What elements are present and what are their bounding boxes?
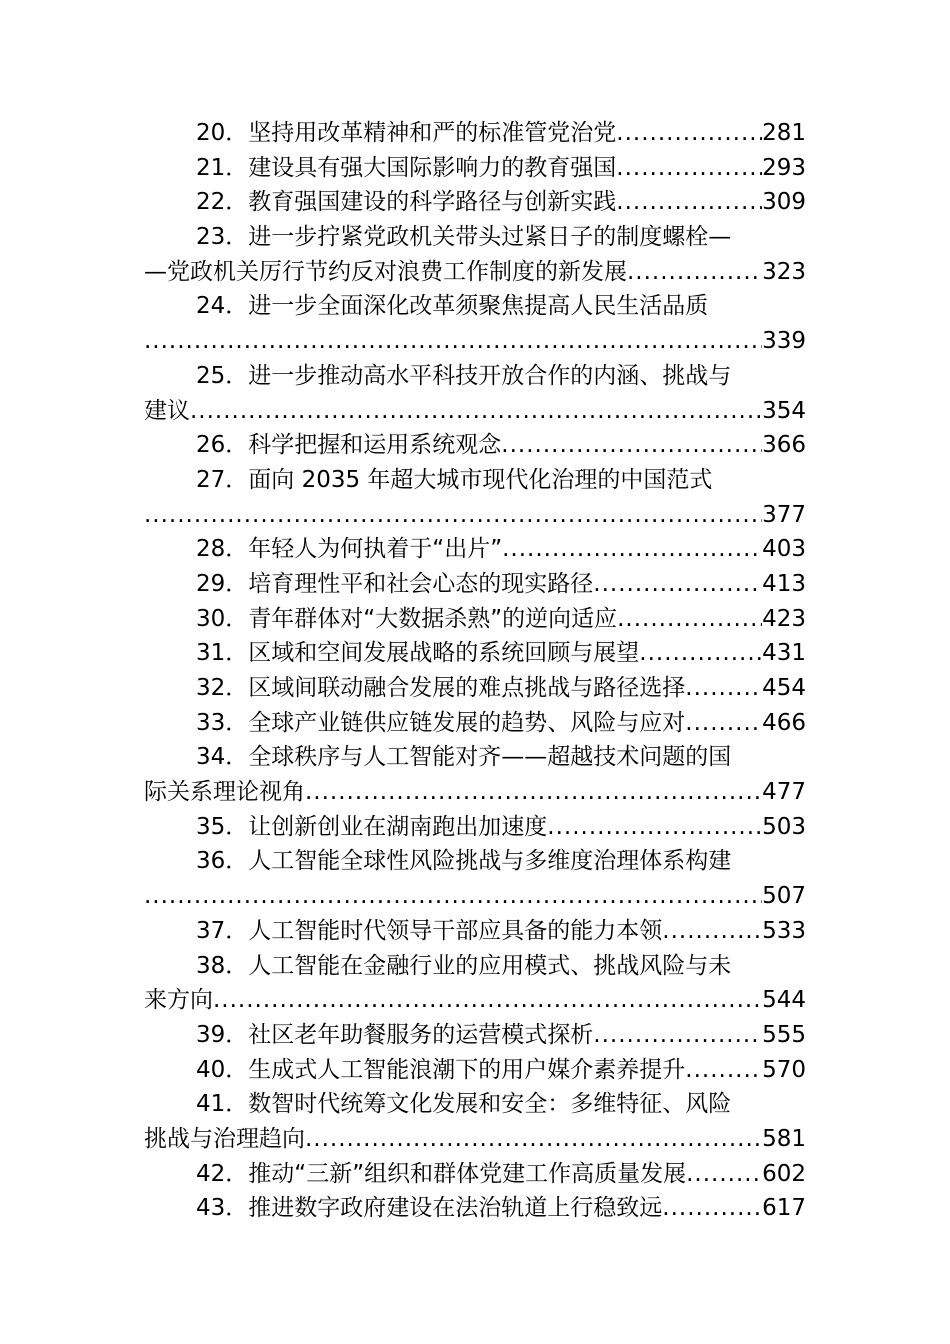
toc-entry-title: 全球秩序与人工智能对齐——超越技术问题的国 [248,744,732,771]
toc-entry-number: 32． [196,675,249,701]
toc-line [144,914,806,949]
toc-entry-title: 人工智能全球性风险挑战与多维度治理体系构建 [248,848,732,875]
toc-entry-number: 28． [196,536,249,563]
toc-leader-dots [501,428,762,463]
toc-line [144,151,806,186]
toc-line [144,671,806,706]
toc-page-number: 602 [762,1160,806,1187]
toc-leader-dots [593,567,762,602]
toc-leader-dots [627,255,762,290]
toc-leader-dots [685,671,762,706]
toc-entry-title: 数智时代统筹文化发展和安全：多维特征、风险 [248,1091,732,1118]
toc-entry [144,1018,806,1053]
toc-entry-number: 22． [196,189,249,216]
toc-leader-dots [685,706,762,741]
toc-leader-dots [593,1018,762,1053]
toc-entry-title: 让创新创业在湖南跑出加速度 [248,813,548,840]
toc-entry [144,602,806,637]
toc-page-number: 293 [762,154,806,181]
toc-page-number: 507 [762,883,806,910]
toc-leader-dots [686,1157,762,1192]
toc-entry-number: 39． [196,1021,249,1048]
toc-entry [144,359,806,428]
toc-entry [144,949,806,1018]
toc-line [144,810,806,845]
toc-leader-dots [213,983,762,1018]
toc-entry-title: 人工智能在金融行业的应用模式、挑战风险与未 [248,952,732,979]
toc-entry-title: 来方向 [144,987,213,1014]
toc-line [144,498,806,533]
toc-page-number: 617 [762,1195,806,1222]
toc-entry-title: 教育强国建设的科学路径与创新实践 [248,189,617,216]
toc-entry-title: 挑战与治理趋向 [144,1125,305,1152]
toc-entry [144,914,806,949]
toc-entry-title: 社区老年助餐服务的运营模式探析 [248,1021,594,1048]
toc-entry [144,1053,806,1088]
toc-line [144,324,806,359]
toc-leader-dots [616,151,762,186]
toc-entry [144,567,806,602]
toc-entry [144,185,806,220]
toc-line [144,879,806,914]
toc-entry-number: 24． [196,293,249,320]
toc-entry-title: 面向 2035 年超大城市现代化治理的中国范式 [248,466,713,493]
toc-line [144,394,806,429]
toc-line [144,1157,806,1192]
toc-entry-number: 30． [196,605,249,632]
toc-entry [144,532,806,567]
toc-entry-number: 29． [196,570,249,597]
toc-entry [144,740,806,809]
toc-entry [144,1157,806,1192]
toc-line [144,428,806,463]
toc-line [144,532,806,567]
toc-leader-dots [144,498,762,533]
toc-entry [144,220,806,289]
toc-entry-number: 38． [196,952,249,979]
toc-entry-number: 40． [196,1056,249,1083]
toc-entry-title: 人工智能时代领导干部应具备的能力本领 [248,917,663,944]
toc-entry-title: 建设具有强大国际影响力的教育强国 [248,154,617,181]
toc-page-number: 323 [762,258,806,285]
toc-leader-dots [144,879,762,914]
toc-page-number: 339 [762,328,806,355]
toc-entry-title: 推进数字政府建设在法治轨道上行稳致远 [248,1195,663,1222]
toc-line [144,1087,806,1122]
toc-entry-title: 培育理性平和社会心态的现实路径 [248,570,594,597]
toc-entry [144,636,806,671]
toc-page-number: 377 [762,501,806,528]
toc-line [144,567,806,602]
toc-line [144,602,806,637]
toc-page-number: 366 [762,432,806,459]
toc-entry-title: 进一步拧紧党政机关带头过紧日子的制度螺栓— [248,224,732,251]
toc-leader-dots [639,636,762,671]
toc-line [144,1191,806,1226]
toc-line [144,1018,806,1053]
toc-leader-dots [305,775,762,810]
toc-page-number: 423 [762,605,806,632]
toc-entry-title: 际关系理论视角 [144,779,305,806]
toc-entry [144,810,806,845]
toc-page-number: 413 [762,570,806,597]
toc-leader-dots [616,185,762,220]
toc-page-number: 454 [762,675,806,701]
toc-entry-number: 27． [196,466,249,493]
toc-entry-number: 41． [196,1091,249,1118]
toc-entry [144,1087,806,1156]
toc-entry-number: 21． [196,154,249,181]
toc-line [144,740,806,775]
toc-entry [144,671,806,706]
toc-entry-title: 科学把握和运用系统观念 [248,432,502,459]
toc-page-number: 281 [762,120,806,146]
toc-entry-title: 坚持用改革精神和严的标准管党治党 [248,120,617,146]
toc-entry-title: 进一步全面深化改革须聚焦提高人民生活品质 [248,293,709,320]
toc-entry [144,463,806,532]
toc-entry-title: 青年群体对“大数据杀熟”的逆向适应 [248,605,618,632]
toc-entry-title: 生成式人工智能浪潮下的用户媒介素养提升 [248,1056,686,1083]
toc-leader-dots [190,394,762,429]
toc-entry [144,1191,806,1226]
toc-line [144,1053,806,1088]
toc-line [144,255,806,290]
toc-entry-title: 全球产业链供应链发展的趋势、风险与应对 [248,709,686,736]
toc-page-number: 403 [762,536,806,563]
toc-page-number: 570 [762,1056,806,1083]
toc-page-number: 581 [762,1125,806,1152]
toc-line [144,220,806,255]
toc-page-number: 555 [762,1021,806,1048]
toc-page-number: 544 [762,987,806,1014]
toc-entry-title: 区域间联动融合发展的难点挑战与路径选择 [248,675,686,701]
toc-line [144,636,806,671]
toc-page-number: 354 [762,397,806,424]
toc-line [144,185,806,220]
toc-entry-number: 20． [196,120,249,146]
toc-line [144,844,806,879]
toc-leader-dots [662,914,762,949]
toc-line [144,775,806,810]
toc-page-number: 309 [762,189,806,216]
toc-entry-number: 35． [196,813,249,840]
toc-entry-number: 23． [196,224,249,251]
toc-leader-dots [547,810,762,845]
toc-entry-title: 进一步推动高水平科技开放合作的内涵、挑战与 [248,362,732,389]
toc-page-number: 477 [762,779,806,806]
toc-page-number: 431 [762,640,806,667]
toc-entry [144,706,806,741]
toc-leader-dots [685,1053,762,1088]
toc-entry-number: 36． [196,848,249,875]
toc-page-number: 466 [762,709,806,736]
toc-entry [144,844,806,913]
toc-leader-dots [617,602,762,637]
toc-entry [144,116,806,151]
toc-line [144,359,806,394]
toc-line [144,983,806,1018]
toc-entry-number: 31． [196,640,249,667]
toc-line [144,289,806,324]
toc-leader-dots [144,324,762,359]
table-of-contents [144,116,806,1226]
toc-entry-title: 年轻人为何执着于“出片” [248,536,503,563]
toc-line [144,949,806,984]
toc-leader-dots [305,1122,762,1157]
toc-entry-title: —党政机关厉行节约反对浪费工作制度的新发展 [144,258,627,285]
toc-leader-dots [616,116,762,151]
toc-page-number: 533 [762,917,806,944]
toc-entry-number: 37． [196,917,249,944]
toc-leader-dots [662,1191,762,1226]
toc-entry [144,289,806,358]
toc-line [144,116,806,151]
toc-page-number: 503 [762,813,806,840]
toc-entry [144,428,806,463]
toc-entry [144,151,806,186]
toc-entry-title: 区域和空间发展战略的系统回顾与展望 [248,640,640,667]
toc-leader-dots [502,532,762,567]
toc-line [144,706,806,741]
toc-entry-number: 34． [196,744,249,771]
toc-entry-number: 25． [196,362,249,389]
toc-entry-number: 33． [196,709,249,736]
toc-line [144,1122,806,1157]
toc-entry-number: 26． [196,432,249,459]
toc-entry-number: 42． [196,1160,249,1187]
toc-entry-title: 推动“三新”组织和群体党建工作高质量发展 [248,1160,687,1187]
toc-entry-number: 43． [196,1195,249,1222]
toc-line [144,463,806,498]
toc-entry-title: 建议 [144,397,190,424]
